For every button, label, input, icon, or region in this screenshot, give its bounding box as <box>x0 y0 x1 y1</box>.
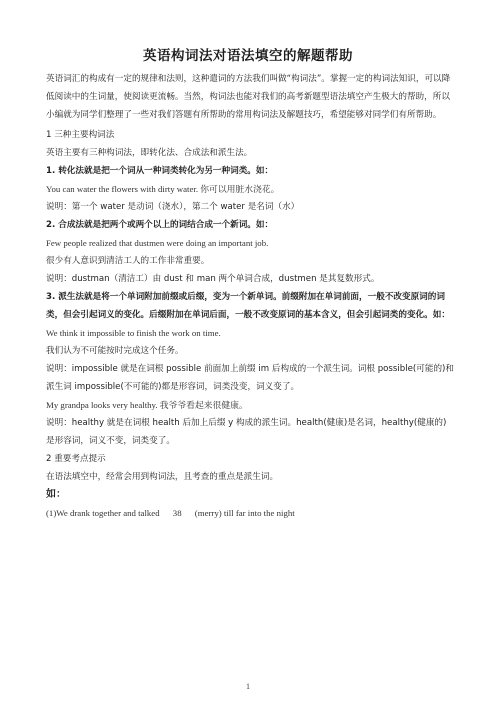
rule-conversion: 1. 转化法就是把一个词从一种词类转化为另一种词类。如： <box>46 166 274 176</box>
explanation: 说明：impossible 就是在词根 possible 前面加上前缀 im 后构成的一个派生词。词根 possible(可能的)和派生词 impossible(不可能的)都是形容词，词类没变，词义变了。 <box>46 364 454 392</box>
paragraph: 在语法填空中，经常会用到构词法，且考查的重点是派生词。 <box>46 472 279 482</box>
section-heading-1: 1 三种主要构词法 <box>46 130 115 140</box>
example-sentence: We think it impossible to finish the work on time. <box>46 328 221 338</box>
explanation: 说明：第一个 water 是动词（浇水），第二个 water 是名词（水） <box>46 202 300 212</box>
example-sentence: You can water the flowers with dirty water. 你可以用脏水浇花。 <box>46 184 280 194</box>
page-number: 1 <box>246 682 250 691</box>
example-translation: 我们认为不可能按时完成这个任务。 <box>46 346 184 356</box>
example-sentence: My grandpa looks very healthy. 我爷爷看起来很健康。 <box>46 400 248 410</box>
document-title: 英语构词法对语法填空的解题帮助 <box>143 48 353 64</box>
exercise-item: (1)We drank together and talked 38 (merry) till far into the night <box>46 508 295 518</box>
paragraph: 如： <box>46 489 66 500</box>
example-sentence: Few people realized that dustmen were doing an important job. <box>46 238 269 248</box>
rule-derivation: 3. 派生法就是将一个单词附加前缀或后缀，变为一个新单词。前缀附加在单词前面，一般不改变原词的词类，但会引起词义的变化。后缀附加在单词后面，一般不改变原词的基本含义，但会引起词类的变化。如： <box>46 292 450 320</box>
example-translation: 很少有人意识到清洁工人的工作非常重要。 <box>46 256 210 266</box>
paragraph: 英语主要有三种构词法，即转化法、合成法和派生法。 <box>46 148 253 158</box>
explanation: 说明：dustman（清洁工）由 dust 和 man 两个单词合成，dustmen 是其复数形式。 <box>46 274 380 284</box>
section-heading-2: 2 重要考点提示 <box>46 454 106 464</box>
rule-compounding: 2. 合成法就是把两个或两个以上的词结合成一个新词。如： <box>46 220 274 230</box>
intro-paragraph: 英语词汇的构成有一定的规律和法则，这种遣词的方法我们叫做“构词法”。掌握一定的构词法知识，可以降低阅读中的生词量，使阅读更流畅。当然，构词法也能对我们的高考新题型语法填空产生极大的帮助，所以小编就为同学们整理了一些对我们答题有所帮助的常用构词法及解题技巧，希望能够对同学们有所帮助。 <box>46 74 451 120</box>
document-body <box>46 70 454 522</box>
explanation: 说明：healthy 就是在词根 health 后加上后缀 y 构成的派生词。health(健康)是名词，healthy(健康的)是形容词，词义不变，词类变了。 <box>46 418 447 446</box>
